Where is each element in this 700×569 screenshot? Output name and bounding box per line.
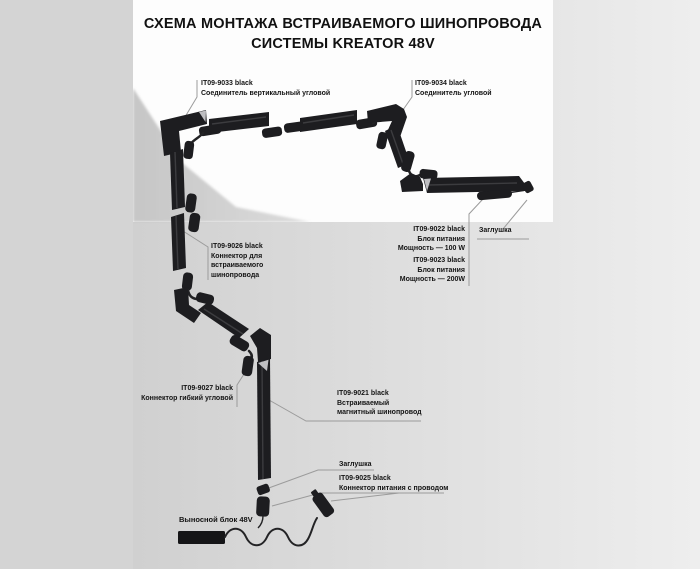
label-it09-9034: IT09-9034 black Соединитель угловой xyxy=(415,80,492,97)
label-it09-9023: IT09-9023 black Блок питания Мощность — 200W xyxy=(399,257,465,283)
label-remote-driver: Выносной блок 48V xyxy=(179,515,253,524)
label-it09-9033: IT09-9033 black Соединитель вертикальный угловой xyxy=(201,80,331,97)
left-wall-plane xyxy=(0,0,133,569)
page-title xyxy=(133,14,553,54)
label-it09-9021: IT09-9021 black Встраиваемый магнитный шинопровод xyxy=(337,390,422,416)
label-it09-9027: IT09-9027 black Коннектор гибкий угловой xyxy=(141,385,233,402)
label-it09-9022: IT09-9022 black Блок питания Мощность — 100 W xyxy=(397,226,465,252)
page-title-line2: СИСТЕМЫ KREATOR 48V xyxy=(251,36,435,52)
label-end-cap-right: Заглушка xyxy=(479,227,512,234)
label-end-cap-bottom: Заглушка xyxy=(339,461,372,468)
wall-track-segment-1 xyxy=(170,149,185,210)
wall-track-segment-2 xyxy=(171,213,186,271)
label-it09-9025: IT09-9025 black Коннектор питания с проводом xyxy=(339,475,449,492)
page-title-line1: СХЕМА МОНТАЖА ВСТРАИВАЕМОГО ШИНОПРОВОДА xyxy=(143,16,543,32)
label-it09-9026: IT09-9026 black Коннектор для встраиваемого шинопровода xyxy=(211,243,264,279)
remote-driver-block xyxy=(178,531,225,544)
wall-track-long-9021 xyxy=(257,358,271,480)
